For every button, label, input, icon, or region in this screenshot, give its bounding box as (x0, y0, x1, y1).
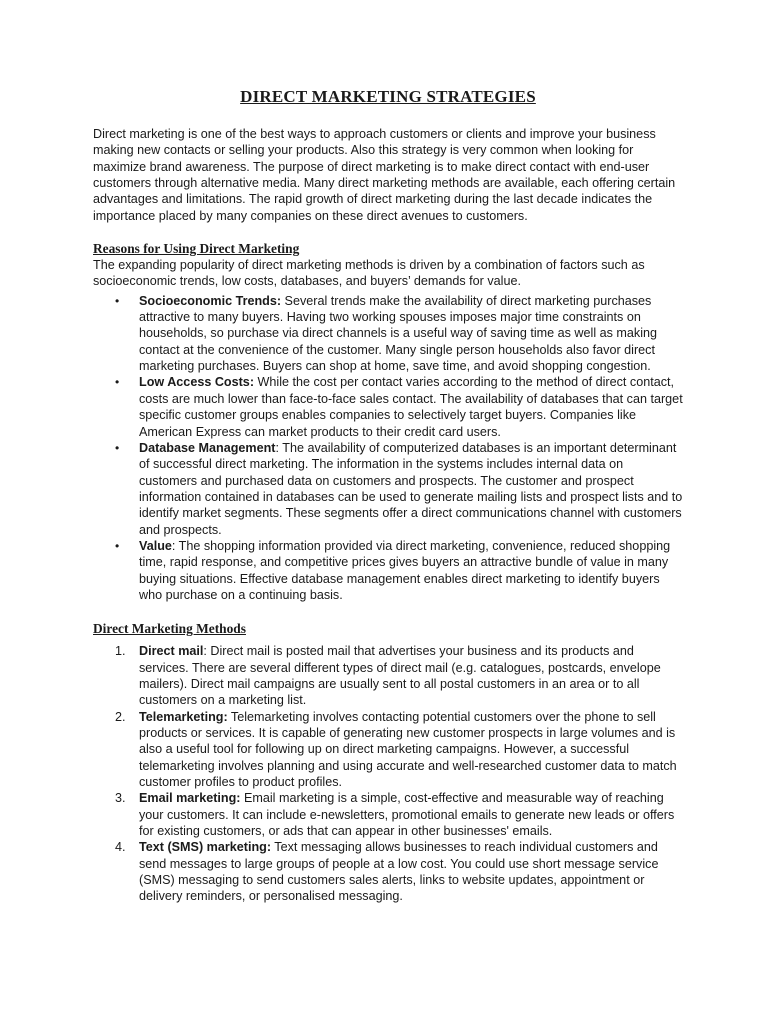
item-term: Value (139, 538, 172, 553)
item-number: 4. (115, 840, 126, 855)
list-item (115, 374, 683, 439)
item-text: Email marketing is a simple, cost-effective and measurable way of reaching your customers. It can include e-newsletters, promotional emails to generate new leads or offers for existing customers, or ads that can appear in other businesses' emails. (139, 791, 675, 839)
item-text: Telemarketing involves contacting potential customers over the phone to sell products or services. It is capable of generating new customer prospects in large volumes and is also a useful tool for following up on direct marketing campaigns. However, a successful telemarketing involves planning and using accurate and well-researched customer data to match customer profiles to product profiles. (139, 709, 677, 790)
list-item (115, 839, 683, 904)
methods-list (93, 643, 683, 905)
bullet-icon: • (115, 440, 120, 455)
document-page (93, 86, 683, 905)
item-term: Database Management (139, 440, 276, 455)
reasons-list (93, 293, 683, 604)
list-item (115, 440, 683, 538)
item-number: 3. (115, 791, 126, 806)
item-term: Email marketing: (139, 791, 241, 806)
item-term: Low Access Costs: (139, 375, 255, 390)
item-text: Several trends make the availability of direct marketing purchases attractive to many buyers. Having two working spouses imposes major time constraints on households, so purchase via direct channels is a useful way of saving time as well as making contact at the convenience of the customer. Many single person households also favor direct marketing purchases. Buyers can shop at home, save time, and avoid shopping congestion. (139, 293, 658, 374)
methods-section (93, 620, 683, 905)
bullet-icon: • (115, 538, 120, 553)
item-text: : The availability of computerized databases is an important determinant of successful direct marketing. The information in the systems includes internal data on customers and purchased data on customers and prospects. The customer and prospect information contained in databases can be used to generate mailing lists and prospect lists and to identify market segments. These segments offer a direct communications channel with customers and prospects. (139, 440, 683, 537)
reasons-section (93, 240, 683, 603)
list-item (115, 643, 683, 708)
item-term: Telemarketing: (139, 709, 228, 724)
methods-heading: Direct Marketing Methods (93, 621, 246, 637)
list-item (115, 538, 683, 603)
item-text: Text messaging allows businesses to reach individual customers and send messages to large groups of people at a low cost. You could use short message service (SMS) messaging to send customers sales alerts, links to website updates, appointment or delivery reminders, or personalised messaging. (139, 840, 659, 904)
item-number: 1. (115, 644, 126, 659)
reasons-heading: Reasons for Using Direct Marketing (93, 241, 300, 257)
list-item (115, 709, 683, 791)
bullet-icon: • (115, 293, 120, 308)
item-term: Direct mail (139, 644, 204, 659)
intro-paragraph: Direct marketing is one of the best ways to approach customers or clients and improve your business making new contacts or selling your products. Also this strategy is very common when looking for maximize brand awareness. The purpose of direct marketing is to make direct contact with end-user customers through alternative media. Many direct marketing methods are available, each offering certain advantages and limitations. The rapid growth of direct marketing during the last decade indicates the importance placed by many companies on these direct avenues to customers. (93, 127, 676, 223)
item-text: : The shopping information provided via direct marketing, convenience, reduced shopping time, rapid response, and competitive prices gives buyers an attractive bundle of value in many buying situations. Effective database management enables direct marketing to identify buyers who purchase on a continuing basis. (139, 538, 671, 602)
bullet-icon: • (115, 375, 120, 390)
document-title: DIRECT MARKETING STRATEGIES (240, 87, 536, 106)
item-text: : Direct mail is posted mail that advertises your business and its products and services. There are several different types of direct mail (e.g. catalogues, postcards, envelope mailers). Direct mail campaigns are usually sent to all postal customers in an area or to all customers on a marketing list. (139, 644, 661, 708)
item-term: Text (SMS) marketing: (139, 840, 272, 855)
item-number: 2. (115, 709, 126, 724)
list-item (115, 293, 683, 375)
reasons-lead: The expanding popularity of direct marketing methods is driven by a combination of factors such as socioeconomic trends, low costs, databases, and buyers’ demands for value. (93, 258, 645, 289)
item-text: While the cost per contact varies according to the method of direct contact, costs are much lower than face-to-face sales contact. The availability of databases that can target specific customer groups enables companies to selectively target buyers. Companies like American Express can market products to their credit card users. (139, 375, 683, 439)
item-term: Socioeconomic Trends: (139, 293, 282, 308)
list-item (115, 790, 683, 839)
